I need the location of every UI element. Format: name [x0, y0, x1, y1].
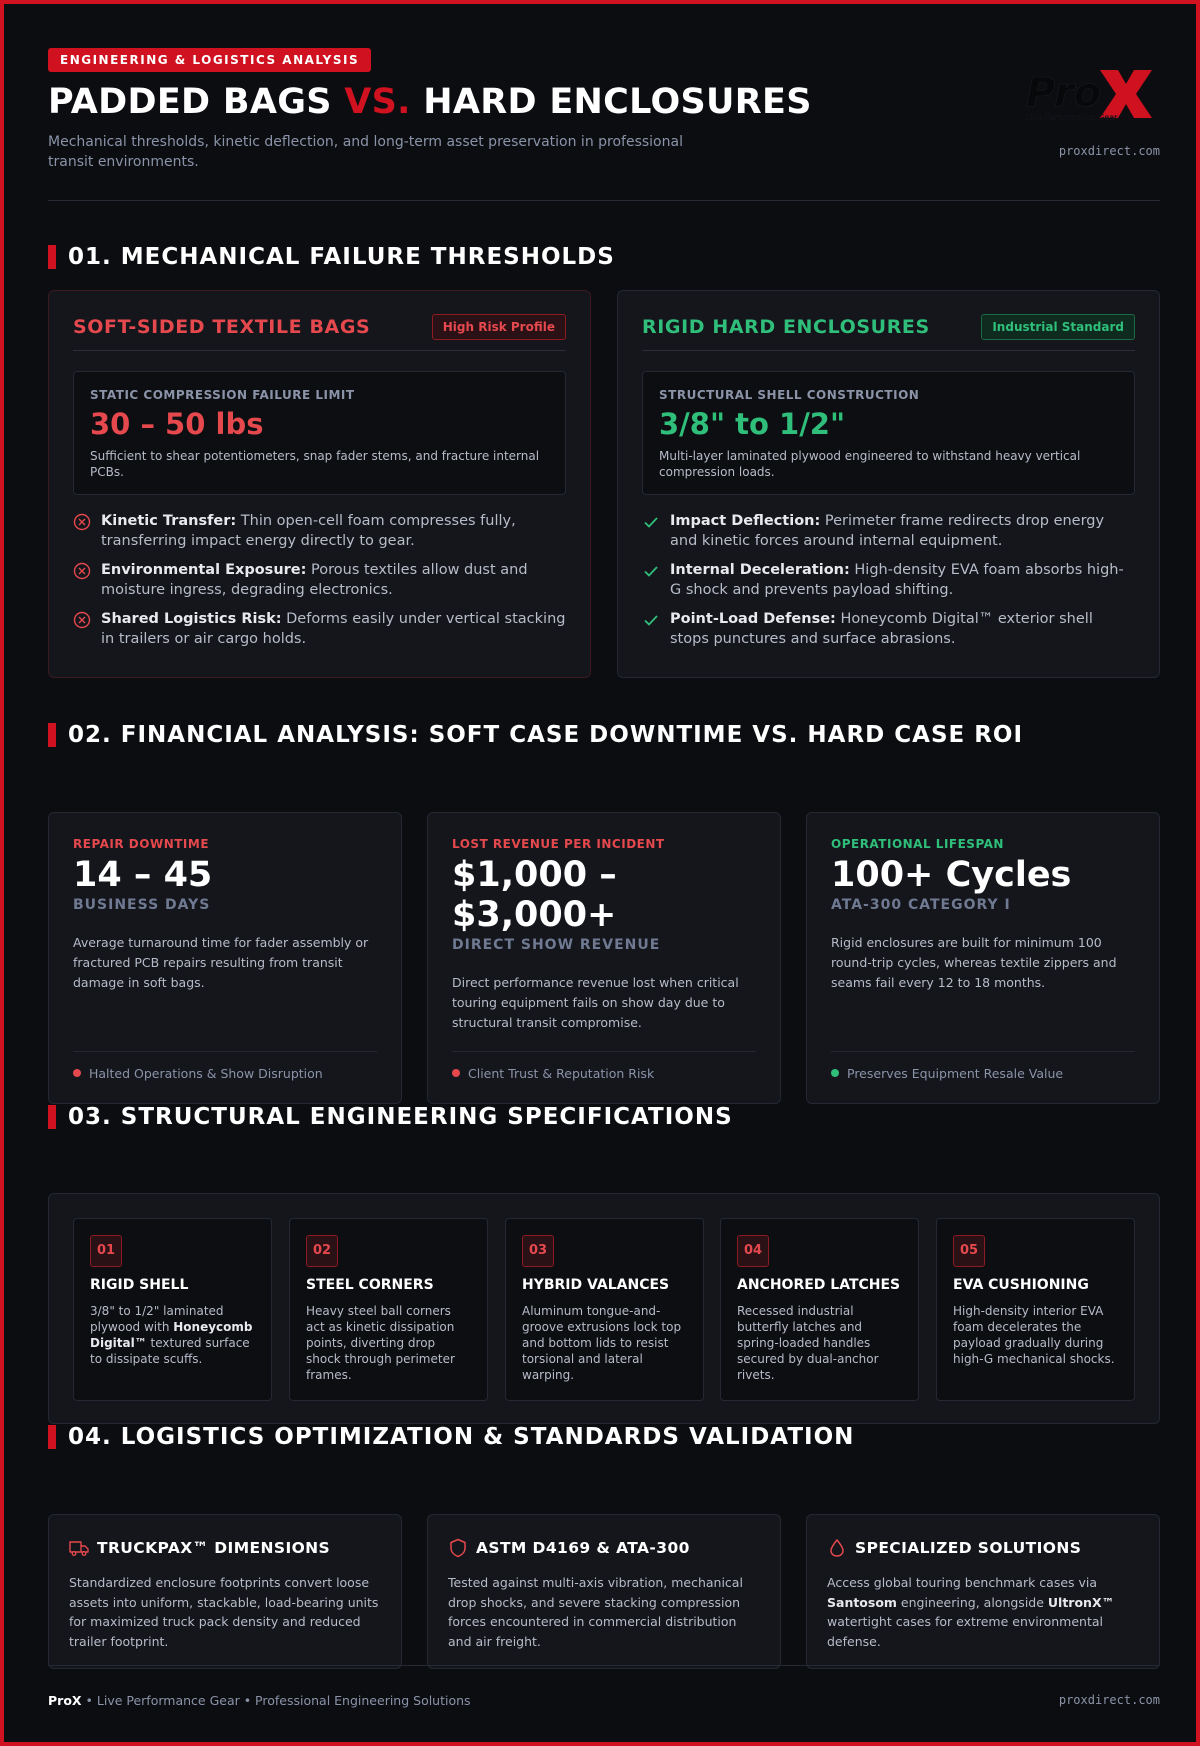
checkmark-icon — [642, 513, 660, 531]
operational-lifespan-card — [806, 812, 1160, 1104]
desc-text: Access global touring benchmark cases via — [827, 1575, 1098, 1590]
footer-text: Preserves Equipment Resale Value — [847, 1066, 1064, 1081]
hard-benefit-list — [642, 511, 1135, 649]
card-description — [827, 1573, 1139, 1651]
spec-number: 01 — [90, 1235, 122, 1267]
section-3-title: 03. STRUCTURAL ENGINEERING SPECIFICATIONS — [68, 1104, 733, 1130]
point-text: Perimeter frame redirects drop energy and kinetic forces around internal equipment. — [670, 513, 1105, 549]
header-url-link[interactable]: proxdirect.com — [1058, 144, 1160, 158]
desc-text: textured surface to dissipate scuffs. — [90, 1336, 250, 1366]
card-description: Average turnaround time for fader assembly or fractured PCB repairs resulting from transit damage in soft bags. — [73, 935, 369, 990]
x-circle-icon — [73, 611, 91, 629]
card-title: SPECIALIZED SOLUTIONS — [855, 1539, 1082, 1557]
desc-text: 3/8" to 1/2" laminated plywood with — [90, 1304, 224, 1334]
hard-enclosures-card — [617, 290, 1160, 678]
footer-brand: ProX — [48, 1693, 82, 1708]
stat-value: 30 – 50 lbs — [90, 407, 264, 441]
section-1-heading — [48, 244, 1160, 270]
svg-text:Pro: Pro — [1026, 70, 1102, 116]
checkmark-icon — [642, 611, 660, 629]
x-circle-icon — [73, 513, 91, 531]
droplet-icon — [827, 1538, 847, 1558]
soft-bags-card — [48, 290, 591, 678]
stat-description: Multi-layer laminated plywood engineered to withstand heavy vertical compression loads. — [659, 449, 1081, 479]
x-circle-icon — [73, 562, 91, 580]
spec-description: Recessed industrial butterfly latches and spring-loaded handles secured by dual-anchor rivets. — [737, 1304, 879, 1382]
high-risk-badge: High Risk Profile — [432, 314, 566, 340]
section-3-heading — [48, 1104, 1160, 1130]
spec-card-steel-corners — [289, 1218, 488, 1401]
point-text: Thin open-cell foam compresses fully, transferring impact energy directly to gear. — [101, 513, 516, 549]
status-dot — [831, 1069, 839, 1077]
section-4-heading — [48, 1424, 1160, 1450]
desc-bold: Honeycomb Digital™ — [90, 1320, 253, 1350]
card-eyebrow: REPAIR DOWNTIME — [73, 837, 210, 851]
status-dot — [73, 1069, 81, 1077]
spec-description — [90, 1303, 255, 1367]
hard-enclosures-title: RIGID HARD ENCLOSURES — [642, 316, 930, 338]
category-badge: ENGINEERING & LOGISTICS ANALYSIS — [48, 48, 371, 72]
card-subtitle: ATA-300 CATEGORY I — [831, 897, 1011, 913]
card-footer — [831, 1051, 1135, 1081]
card-description: Direct performance revenue lost when critical touring equipment fails on show day due to structural transit compromise. — [452, 975, 739, 1030]
list-item — [73, 511, 566, 551]
list-item — [73, 560, 566, 600]
spec-card-eva-cushioning — [936, 1218, 1135, 1401]
specifications-panel — [48, 1193, 1160, 1424]
specialized-solutions-card — [806, 1514, 1160, 1669]
card-eyebrow: LOST REVENUE PER INCIDENT — [452, 837, 665, 851]
desc-text: watertight cases for extreme environmental defense. — [827, 1614, 1104, 1649]
footer-tagline: • Live Performance Gear • Professional Engineering Solutions — [81, 1693, 471, 1708]
card-value: 14 – 45 — [73, 855, 213, 895]
footer-text: Client Trust & Reputation Risk — [468, 1066, 655, 1081]
stat-description: Sufficient to shear potentiometers, snap fader stems, and fracture internal PCBs. — [90, 449, 540, 479]
footer-url-link[interactable]: proxdirect.com — [1058, 1693, 1160, 1707]
spec-number: 04 — [737, 1235, 769, 1267]
list-item — [642, 609, 1135, 649]
card-eyebrow: OPERATIONAL LIFESPAN — [831, 837, 1004, 851]
point-label: Point-Load Defense: — [670, 611, 836, 627]
point-text: Porous textiles allow dust and moisture ingress, degrading electronics. — [101, 562, 528, 598]
card-description: Tested against multi-axis vibration, mechanical drop shocks, and severe stacking compression forces encountered in commercial distribution and air freight. — [448, 1575, 743, 1649]
point-label: Impact Deflection: — [670, 513, 821, 529]
list-item — [73, 609, 566, 649]
section-marker — [48, 1105, 56, 1129]
point-label: Kinetic Transfer: — [101, 513, 237, 529]
card-title: TRUCKPAX™ DIMENSIONS — [97, 1539, 331, 1557]
section-1-title: 01. MECHANICAL FAILURE THRESHOLDS — [68, 244, 615, 270]
repair-downtime-card — [48, 812, 402, 1104]
card-description: Rigid enclosures are built for minimum 100 round-trip cycles, whereas textile zippers and seams fail every 12 to 18 months. — [831, 935, 1117, 990]
point-label: Environmental Exposure: — [101, 562, 307, 578]
desc-text: engineering, alongside — [896, 1594, 1048, 1610]
spec-number: 05 — [953, 1235, 985, 1267]
stat-label: STATIC COMPRESSION FAILURE LIMIT — [90, 388, 355, 402]
shell-construction-box — [642, 371, 1135, 495]
list-item — [642, 511, 1135, 551]
main-content — [48, 48, 1160, 1708]
spec-number: 02 — [306, 1235, 338, 1267]
card-value: 100+ Cycles — [831, 855, 1072, 895]
stat-value: 3/8" to 1/2" — [659, 407, 846, 441]
santosom-brand: Santosom — [827, 1594, 897, 1610]
astm-card — [427, 1514, 781, 1669]
point-label: Shared Logistics Risk: — [101, 611, 282, 627]
page-title — [48, 80, 1160, 124]
card-description: Standardized enclosure footprints convert loose assets into uniform, stackable, load-bearing units for maximized truck pack density and reduced trailer footprint. — [69, 1575, 379, 1649]
card-subtitle: DIRECT SHOW REVENUE — [452, 937, 661, 953]
svg-text:Live Performance Gear: Live Performance Gear — [1026, 113, 1118, 122]
spec-card-rigid-shell — [73, 1218, 272, 1401]
card-value: $1,000 – $3,000+ — [452, 855, 617, 935]
lost-revenue-card — [427, 812, 781, 1104]
footer-brand-line — [48, 1693, 471, 1708]
point-text: High-density EVA foam absorbs high-G shock and prevents payload shifting. — [670, 562, 1124, 598]
page-subtitle: Mechanical thresholds, kinetic deflection, and long-term asset preservation in professional transit environments. — [48, 134, 683, 170]
section-marker — [48, 245, 56, 269]
header-divider — [48, 200, 1160, 201]
point-text: Honeycomb Digital™ exterior shell stops punctures and surface abrasions. — [670, 611, 1093, 647]
title-vs: VS. — [344, 82, 411, 122]
status-dot — [452, 1069, 460, 1077]
ultronx-brand: UltronX™ — [1047, 1594, 1115, 1610]
section-marker — [48, 1425, 56, 1449]
checkmark-icon — [642, 562, 660, 580]
list-item — [642, 560, 1135, 600]
stat-label: STRUCTURAL SHELL CONSTRUCTION — [659, 388, 920, 402]
spec-title: HYBRID VALANCES — [522, 1277, 670, 1293]
section-marker — [48, 723, 56, 747]
card-footer — [452, 1051, 756, 1081]
soft-risk-list — [73, 511, 566, 649]
spec-description: Heavy steel ball corners act as kinetic dissipation points, diverting drop shock through perimeter frames. — [306, 1304, 455, 1382]
spec-title: EVA CUSHIONING — [953, 1277, 1089, 1293]
title-part-1: PADDED BAGS — [48, 82, 345, 122]
footer-divider — [48, 1665, 1160, 1666]
spec-number: 03 — [522, 1235, 554, 1267]
section-2-title: 02. FINANCIAL ANALYSIS: SOFT CASE DOWNTIME VS. HARD CASE ROI — [68, 722, 1024, 748]
soft-bags-title: SOFT-SIDED TEXTILE BAGS — [73, 316, 371, 338]
spec-description: Aluminum tongue-and-groove extrusions lock top and bottom lids to resist torsional and lateral warping. — [522, 1304, 682, 1382]
spec-title: ANCHORED LATCHES — [737, 1277, 901, 1293]
card-footer — [73, 1051, 377, 1081]
spec-title: RIGID SHELL — [90, 1277, 189, 1293]
industrial-standard-badge: Industrial Standard — [981, 314, 1135, 340]
section-4-title: 04. LOGISTICS OPTIMIZATION & STANDARDS VALIDATION — [68, 1424, 855, 1450]
card-title: ASTM D4169 & ATA-300 — [476, 1539, 690, 1557]
footer-text: Halted Operations & Show Disruption — [89, 1066, 323, 1081]
shield-icon — [448, 1538, 468, 1558]
spec-description: High-density interior EVA foam decelerates the payload gradually during high-G mechanical shocks. — [953, 1304, 1115, 1366]
prox-logo — [1024, 66, 1160, 124]
card-subtitle: BUSINESS DAYS — [73, 897, 211, 913]
point-text: Deforms easily under vertical stacking in trailers or air cargo holds. — [101, 611, 566, 647]
truckpax-card — [48, 1514, 402, 1669]
title-part-2: HARD ENCLOSURES — [410, 82, 812, 122]
spec-title: STEEL CORNERS — [306, 1277, 434, 1293]
spec-card-anchored-latches — [720, 1218, 919, 1401]
truck-icon — [69, 1538, 89, 1558]
spec-card-hybrid-valances — [505, 1218, 704, 1401]
point-label: Internal Deceleration: — [670, 562, 850, 578]
section-2-heading — [48, 722, 1160, 748]
compression-limit-box — [73, 371, 566, 495]
